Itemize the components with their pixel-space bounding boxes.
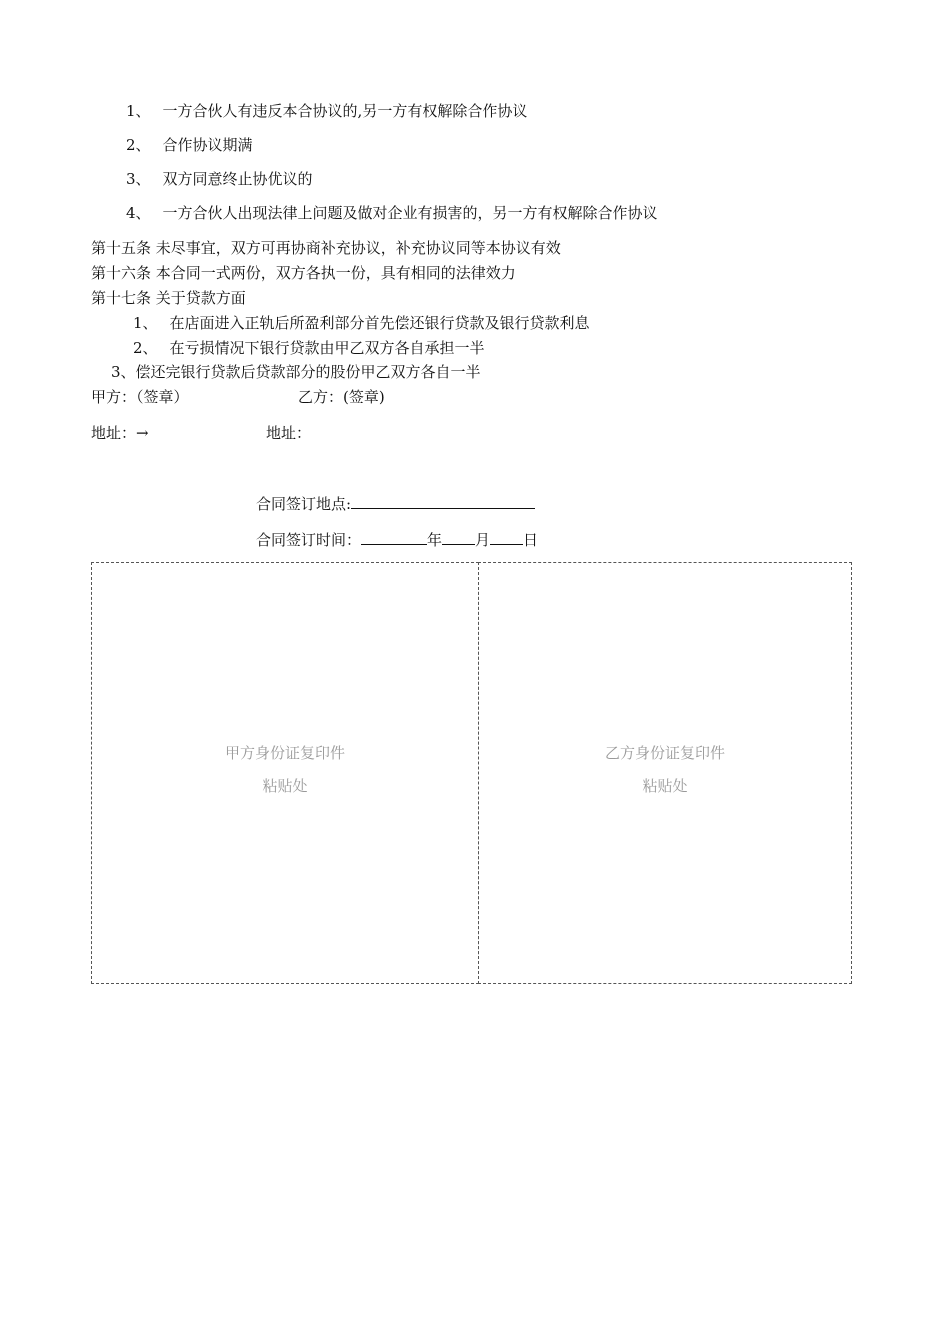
month-label: 月	[475, 531, 491, 549]
item-text: 在亏损情况下银行贷款由甲乙双方各自承担一半	[169, 339, 485, 357]
loan-item	[133, 313, 590, 333]
item-number: 3、	[111, 363, 136, 381]
item-text: 一方合伙人出现法律上问题及做对企业有损害的，另一方有权解除合作协议	[162, 204, 658, 222]
termination-item	[126, 169, 313, 189]
year-label: 年	[427, 531, 443, 549]
item-text: 在店面进入正轨后所盈利部分首先偿还银行贷款及银行贷款利息	[169, 314, 590, 332]
contract-time	[256, 530, 538, 550]
party-a-address: 地址：→	[91, 424, 149, 442]
item-text: 偿还完银行贷款后贷款部分的股份甲乙双方各自一半	[135, 363, 481, 381]
item-number: 2、	[126, 136, 151, 154]
party-b-id-paste-area	[478, 562, 852, 984]
day-label: 日	[523, 531, 539, 549]
item-number: 1、	[126, 102, 151, 120]
termination-item	[126, 135, 253, 155]
party-a-signature: 甲方：（签章）	[91, 388, 189, 406]
day-blank[interactable]	[490, 530, 523, 545]
item-number: 2、	[133, 339, 158, 357]
contract-place-blank[interactable]	[351, 494, 535, 509]
party-b-paste-label: 粘贴处	[642, 777, 688, 795]
article-15: 第十五条 未尽事宜，双方可再协商补充协议，补充协议同等本协议有效	[91, 239, 561, 257]
month-blank[interactable]	[442, 530, 475, 545]
party-a-id-paste-area	[91, 562, 479, 984]
contract-place-label: 合同签订地点:	[256, 495, 352, 513]
party-a-paste-label: 粘贴处	[262, 777, 308, 795]
loan-item	[111, 362, 481, 382]
item-text: 一方合伙人有违反本合协议的,另一方有权解除合作协议	[162, 102, 528, 120]
party-a-id-label: 甲方身份证复印件	[224, 744, 345, 762]
party-b-address: 地址：	[266, 424, 312, 442]
party-b-id-label: 乙方身份证复印件	[604, 744, 725, 762]
termination-item	[126, 101, 527, 121]
item-text: 双方同意终止协优议的	[162, 170, 313, 188]
contract-place	[256, 494, 535, 514]
contract-time-label: 合同签订时间：	[256, 531, 362, 549]
party-b-signature: 乙方：(签章)	[298, 388, 385, 406]
item-number: 4、	[126, 204, 151, 222]
loan-item	[133, 338, 485, 358]
article-17: 第十七条 关于贷款方面	[91, 289, 246, 307]
item-number: 1、	[133, 314, 158, 332]
article-16: 第十六条 本合同一式两份，双方各执一份，具有相同的法律效力	[91, 264, 516, 282]
year-blank[interactable]	[361, 530, 427, 545]
termination-item	[126, 203, 658, 223]
item-text: 合作协议期满	[162, 136, 253, 154]
item-number: 3、	[126, 170, 151, 188]
